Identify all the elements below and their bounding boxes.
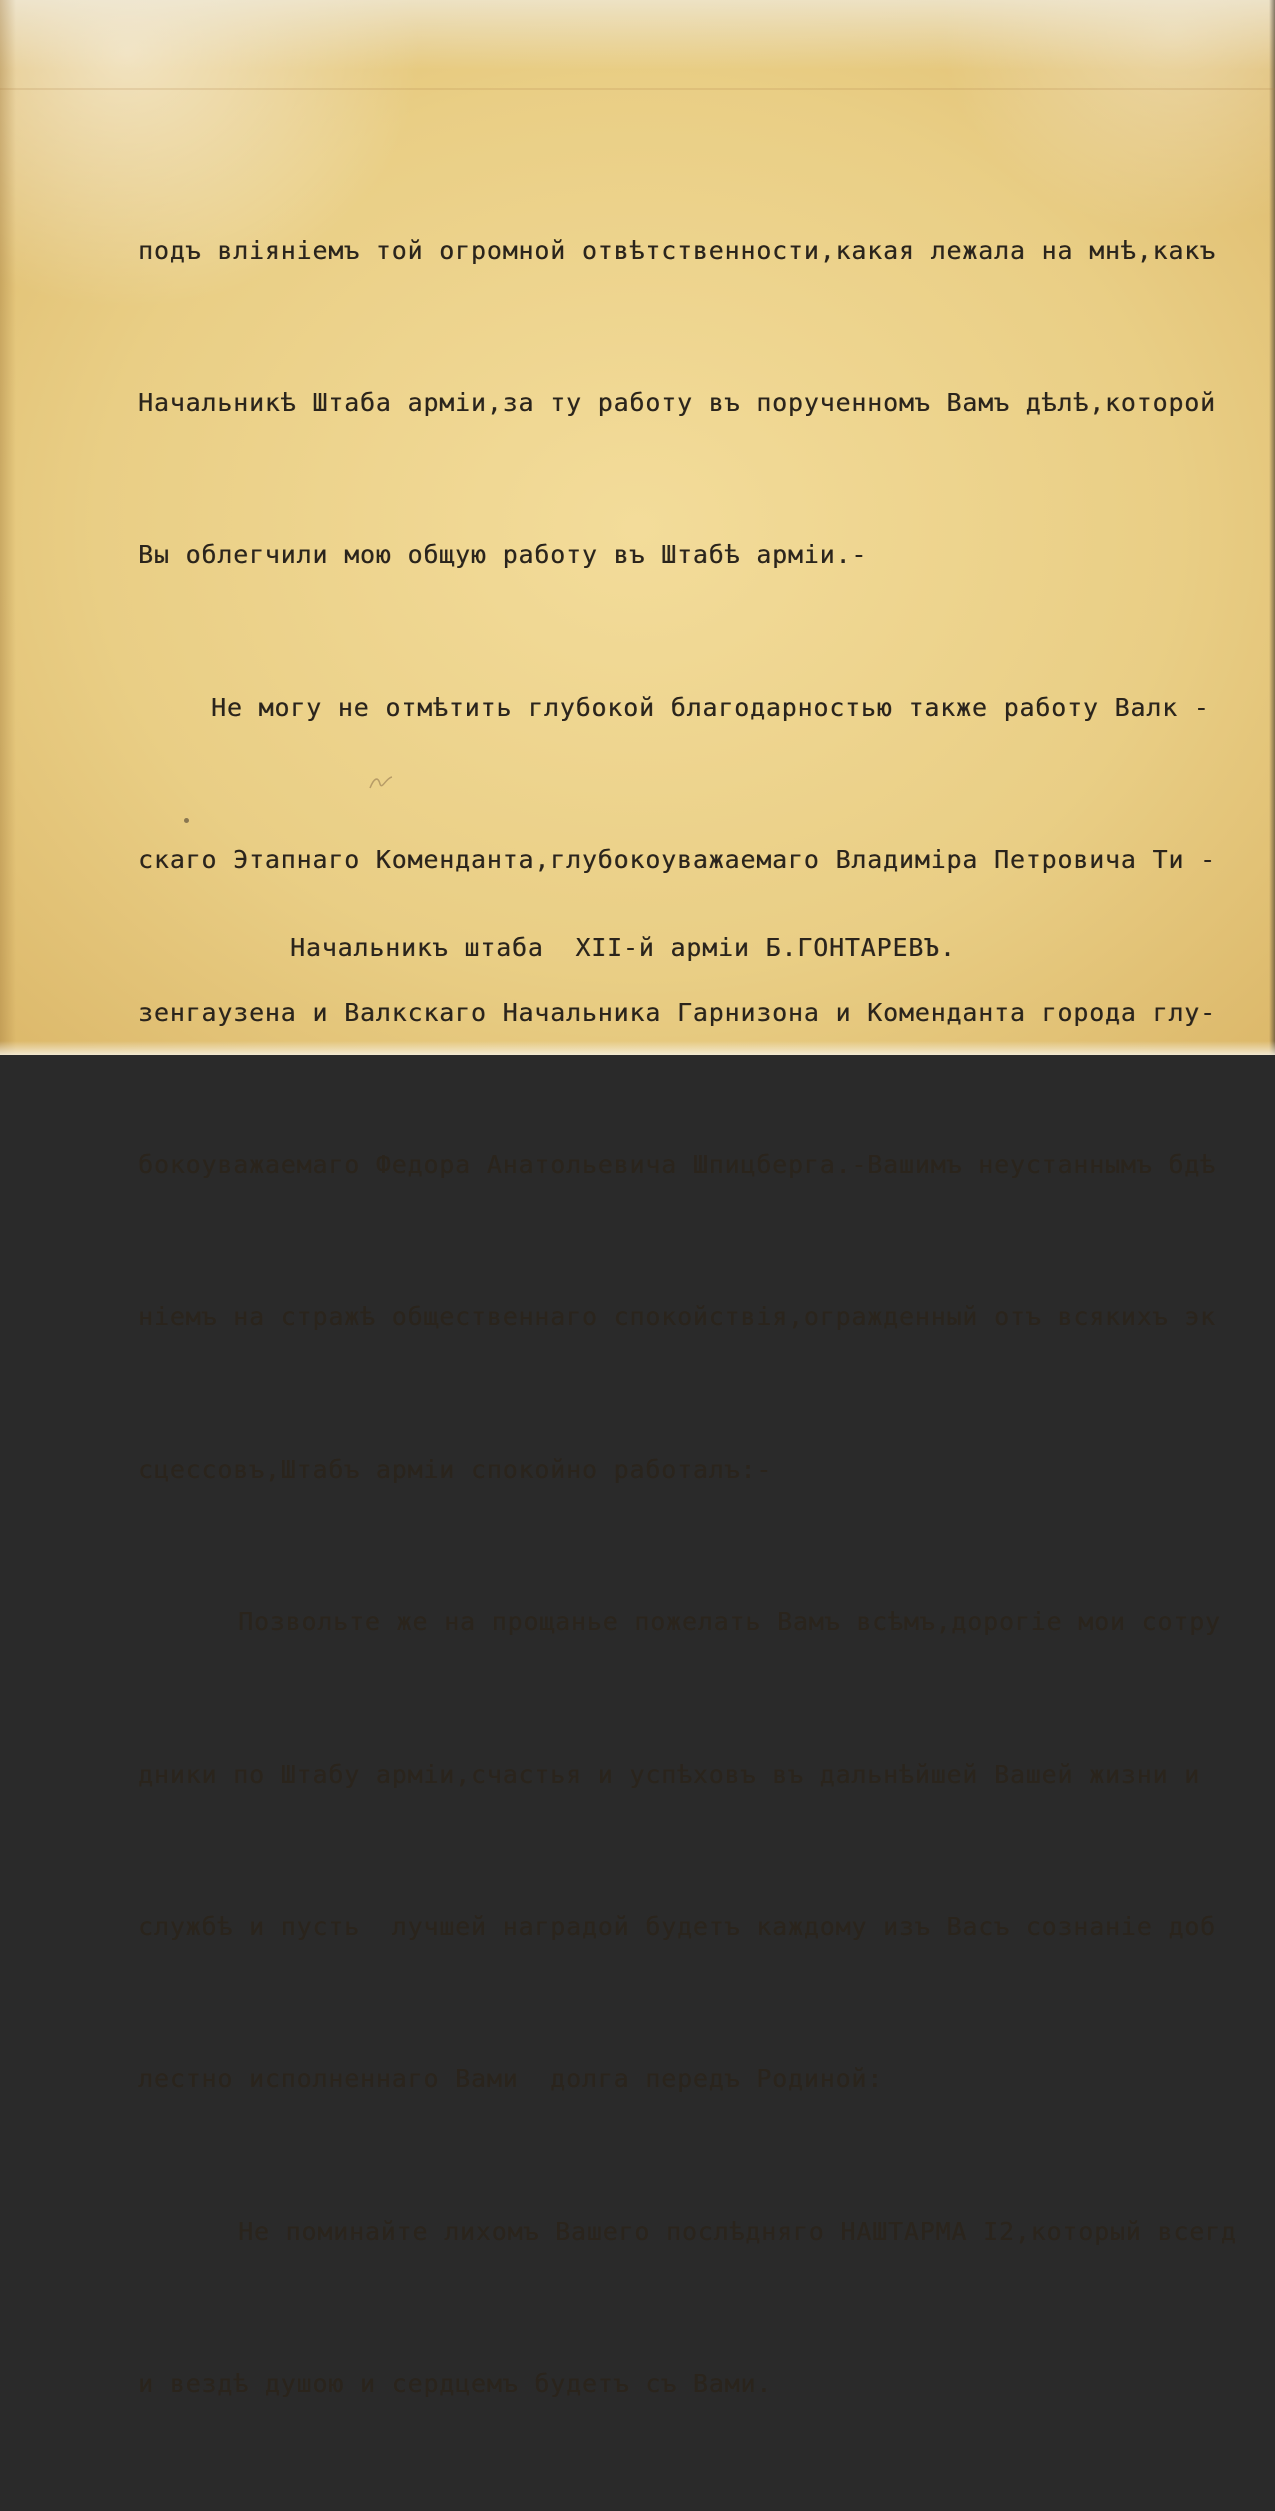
typed-letter-body	[138, 124, 1275, 2511]
ink-spot	[184, 818, 189, 823]
signature-line: Начальникъ штаба XII-й арміи Б.ГОНТАРЕВЪ.	[290, 933, 956, 962]
text-line: лестно исполненнаго Вами долга передъ Родиной:	[138, 2064, 884, 2094]
text-line: службѣ и пусть лучшей наградой будетъ каждому изъ Васъ сознаніе доб	[138, 1911, 1216, 1941]
text-line: Начальникѣ Штаба арміи,за ту работу въ порученномъ Вамъ дѣлѣ,которой	[138, 387, 1216, 417]
text-line: подъ вліяніемъ той огромной отвѣтственности,какая лежала на мнѣ,какъ	[138, 235, 1216, 265]
text-line: сцессовъ,Штабъ арміи спокойно работалъ:-	[138, 1454, 773, 1484]
paper-crease	[0, 88, 1275, 90]
pencil-mark-icon	[368, 774, 394, 792]
text-line: ніемъ на стражѣ общественнаго спокойствія,огражденный отъ всякихъ эк	[138, 1302, 1216, 1332]
text-line: Позвольте же на прощанье пожелать Вамъ всѣмъ,дорогіе мои сотру	[238, 1607, 1221, 1637]
text-line: Не могу не отмѣтить глубокой благодарностью также работу Валк -	[211, 692, 1210, 722]
paper-top-edge	[0, 0, 1275, 70]
text-line: и вездѣ душою и сердцемъ будетъ съ Вами.	[138, 2369, 773, 2399]
text-line: зенгаузена и Валкскаго Начальника Гарнизона и Коменданта города глу-	[138, 997, 1216, 1027]
paper-left-edge	[0, 0, 16, 1055]
text-line: Вы облегчили мою общую работу въ Штабѣ арміи.-	[138, 540, 868, 570]
text-line: Не поминайте лихомъ Вашего послѣдняго НАШТАРМА I2,который всегд	[238, 2216, 1237, 2246]
text-line: скаго Этапнаго Коменданта,глубокоуважаемаго Владиміра Петровича Ти -	[138, 845, 1216, 875]
text-line: дники по Штабу арміи,счастья и успѣховъ въ дальнѣйшей Вашей жизни и	[138, 1759, 1201, 1789]
text-line: бокоуважаемаго Федора Анатольевича Шпицберга.-Вашимъ неустаннымъ бдѣ	[138, 1149, 1216, 1179]
